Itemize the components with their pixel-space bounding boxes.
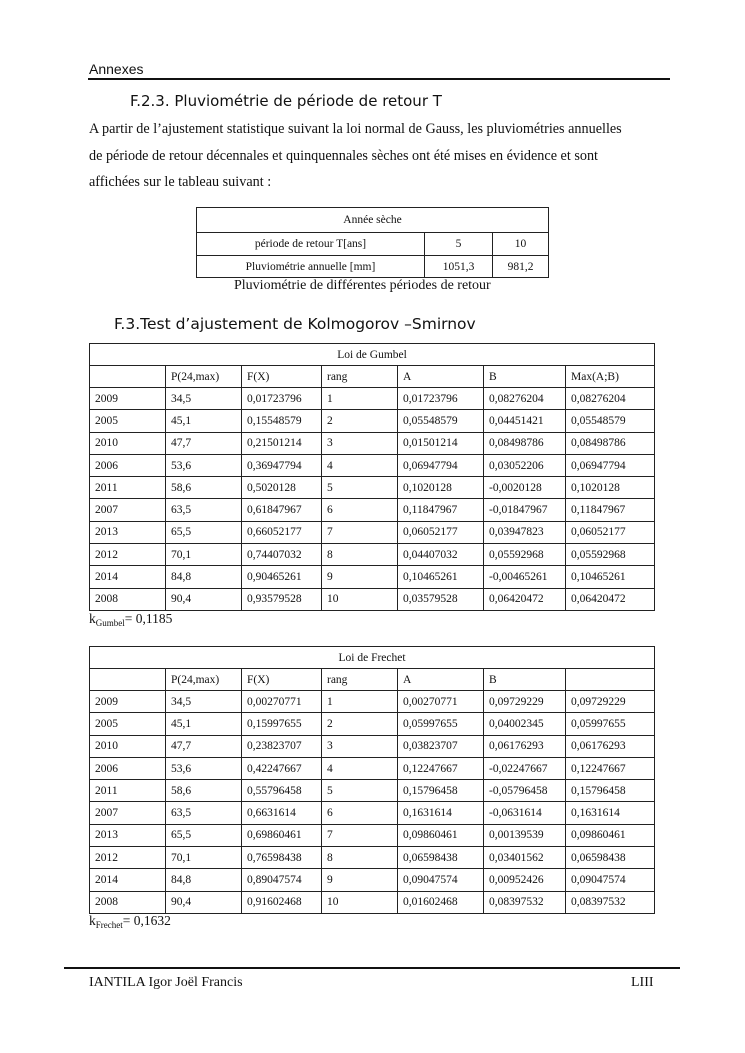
table-cell: 0,09047574: [566, 869, 655, 891]
table-cell: 0,90465261: [242, 566, 322, 588]
table-cell: 0,10465261: [566, 566, 655, 588]
table-cell: 0,1631614: [566, 802, 655, 824]
table-cell: 0,09860461: [566, 824, 655, 846]
table-row: [90, 691, 655, 713]
table-cell: 0,09729229: [566, 691, 655, 713]
table-cell: 0,08397532: [484, 891, 566, 913]
table-row: [90, 847, 655, 869]
table-cell: 4: [322, 454, 398, 476]
table-cell: 0,55796458: [242, 780, 322, 802]
table-cell: 84,8: [166, 566, 242, 588]
k-symbol: k: [89, 913, 96, 928]
table-cell: 0,03579528: [398, 588, 484, 610]
table-cell: 53,6: [166, 757, 242, 779]
table-cell: 7: [322, 521, 398, 543]
table-cell: 1: [322, 388, 398, 410]
table-cell: 10: [493, 233, 549, 256]
table-cell: 0,61847967: [242, 499, 322, 521]
table-row: [90, 869, 655, 891]
table-row: [90, 388, 655, 410]
table-cell: 2008: [90, 891, 166, 913]
table-cell: 0,09047574: [398, 869, 484, 891]
table-cell: 0,06176293: [484, 735, 566, 757]
table-cell: 0,06052177: [398, 521, 484, 543]
table-cell: 2005: [90, 410, 166, 432]
table-cell: 0,01723796: [398, 388, 484, 410]
table-cell: 0,03823707: [398, 735, 484, 757]
header-cell: rang: [322, 669, 398, 691]
table-cell: 47,7: [166, 735, 242, 757]
header-cell: A: [398, 366, 484, 388]
table-cell: 2007: [90, 499, 166, 521]
table-title: Année sèche: [197, 208, 549, 233]
table-cell: 2006: [90, 454, 166, 476]
table-cell: 0,36947794: [242, 454, 322, 476]
table-cell: 0,15548579: [242, 410, 322, 432]
header-cell: [566, 669, 655, 691]
table-row: [90, 410, 655, 432]
gumbel-title: Loi de Gumbel: [90, 344, 655, 366]
table-cell: Pluviométrie annuelle [mm]: [197, 256, 425, 278]
table-cell: 0,06598438: [566, 847, 655, 869]
k-value: = 0,1185: [124, 611, 173, 626]
table-cell: 0,15796458: [566, 780, 655, 802]
header-cell: Max(A;B): [566, 366, 655, 388]
table-cell: 65,5: [166, 824, 242, 846]
table-cell: 2: [322, 713, 398, 735]
table-cell: 0,12247667: [566, 757, 655, 779]
table-row: [90, 432, 655, 454]
table-cell: 0,04451421: [484, 410, 566, 432]
table-cell: 0,6631614: [242, 802, 322, 824]
table-cell: 2013: [90, 824, 166, 846]
table-cell: 0,05548579: [398, 410, 484, 432]
table-cell: 0,11847967: [398, 499, 484, 521]
table-row: [90, 735, 655, 757]
table-cell: 0,11847967: [566, 499, 655, 521]
header-cell: [90, 366, 166, 388]
table-cell: 5: [322, 477, 398, 499]
table-cell: 1: [322, 691, 398, 713]
table-cell: 8: [322, 544, 398, 566]
table-cell: 0,00952426: [484, 869, 566, 891]
table-cell: 0,06947794: [566, 454, 655, 476]
table-cell: 6: [322, 802, 398, 824]
paragraph-line: A partir de l’ajustement statistique suivant la loi normal de Gauss, les pluviométries annuelles: [89, 121, 622, 137]
table-row: [90, 454, 655, 476]
footer-author: IANTILA Igor Joël Francis: [89, 975, 243, 990]
table-cell: 0,03401562: [484, 847, 566, 869]
table-cell: 0,1020128: [398, 477, 484, 499]
table-cell: 2005: [90, 713, 166, 735]
table-cell: 63,5: [166, 802, 242, 824]
header-cell: F(X): [242, 366, 322, 388]
table-cell: 45,1: [166, 713, 242, 735]
table-cell: 0,05592968: [566, 544, 655, 566]
table-cell: 0,09729229: [484, 691, 566, 713]
table-cell: 0,06052177: [566, 521, 655, 543]
table-row: [90, 544, 655, 566]
table-cell: 0,76598438: [242, 847, 322, 869]
table-cell: 0,89047574: [242, 869, 322, 891]
table-cell: -0,05796458: [484, 780, 566, 802]
table-cell: 2009: [90, 388, 166, 410]
footer-rule: [64, 967, 680, 969]
k-subscript: Gumbel: [95, 618, 125, 628]
header-cell: A: [398, 669, 484, 691]
table-cell: 0,04002345: [484, 713, 566, 735]
table-cell: 0,03947823: [484, 521, 566, 543]
table-cell: 70,1: [166, 544, 242, 566]
table-cell: 10: [322, 891, 398, 913]
table-cell: 0,05592968: [484, 544, 566, 566]
table-cell: 0,69860461: [242, 824, 322, 846]
table-cell: 84,8: [166, 869, 242, 891]
table-cell: 90,4: [166, 891, 242, 913]
gumbel-table: [89, 343, 655, 611]
table-cell: 7: [322, 824, 398, 846]
table-cell: 1051,3: [425, 256, 493, 278]
table-row: [90, 588, 655, 610]
table-cell: 3: [322, 735, 398, 757]
k-gumbel: [89, 611, 172, 628]
table-cell: 0,15796458: [398, 780, 484, 802]
k-frechet: [89, 913, 171, 930]
table-cell: 0,06947794: [398, 454, 484, 476]
table-cell: 2011: [90, 780, 166, 802]
table-row: [90, 780, 655, 802]
table-cell: 0,91602468: [242, 891, 322, 913]
table-cell: 0,05997655: [398, 713, 484, 735]
table-cell: 0,1631614: [398, 802, 484, 824]
table-cell: 2014: [90, 566, 166, 588]
table-cell: 0,08276204: [484, 388, 566, 410]
paragraph-line: affichées sur le tableau suivant :: [89, 174, 272, 190]
header-cell: B: [484, 366, 566, 388]
table-cell: 2: [322, 410, 398, 432]
table-cell: 90,4: [166, 588, 242, 610]
section-title-pluviometrie: F.2.3. Pluviométrie de période de retour T: [130, 92, 442, 110]
table-cell: 0,08276204: [566, 388, 655, 410]
table-cell: 6: [322, 499, 398, 521]
table-cell: 0,05548579: [566, 410, 655, 432]
table-cell: 0,09860461: [398, 824, 484, 846]
table-row: [90, 566, 655, 588]
table-cell: 0,01501214: [398, 432, 484, 454]
table-cell: 0,06420472: [484, 588, 566, 610]
table-cell: 0,93579528: [242, 588, 322, 610]
table-cell: 10: [322, 588, 398, 610]
return-period-table: [196, 207, 549, 278]
table-cell: 0,06176293: [566, 735, 655, 757]
table-cell: 0,21501214: [242, 432, 322, 454]
table-cell: 70,1: [166, 847, 242, 869]
table-cell: 8: [322, 847, 398, 869]
table-cell: 2013: [90, 521, 166, 543]
header-cell: [90, 669, 166, 691]
table-cell: 0,1020128: [566, 477, 655, 499]
table-cell: 0,01602468: [398, 891, 484, 913]
table-cell: -0,0631614: [484, 802, 566, 824]
table-cell: 2010: [90, 735, 166, 757]
table-row: [90, 891, 655, 913]
table-cell: 5: [322, 780, 398, 802]
table-cell: 0,00139539: [484, 824, 566, 846]
table-cell: 0,01723796: [242, 388, 322, 410]
table-cell: -0,00465261: [484, 566, 566, 588]
table-cell: 65,5: [166, 521, 242, 543]
table-cell: 0,42247667: [242, 757, 322, 779]
header-cell: F(X): [242, 669, 322, 691]
intro-paragraph: [89, 116, 669, 196]
table-cell: 53,6: [166, 454, 242, 476]
k-subscript: Frechet: [95, 920, 123, 930]
table-cell: 0,04407032: [398, 544, 484, 566]
table-cell: 2007: [90, 802, 166, 824]
table-cell: 0,08397532: [566, 891, 655, 913]
table-cell: 0,23823707: [242, 735, 322, 757]
table-cell: 0,05997655: [566, 713, 655, 735]
table-cell: 0,00270771: [242, 691, 322, 713]
table-row: [90, 713, 655, 735]
table-cell: période de retour T[ans]: [197, 233, 425, 256]
table-cell: 2006: [90, 757, 166, 779]
k-symbol: k: [89, 611, 96, 626]
table-cell: -0,01847967: [484, 499, 566, 521]
table-cell: 2012: [90, 847, 166, 869]
table-cell: 2009: [90, 691, 166, 713]
frechet-title: Loi de Frechet: [90, 647, 655, 669]
table-cell: 0,10465261: [398, 566, 484, 588]
running-header: Annexes: [89, 61, 144, 77]
table-cell: 0,06598438: [398, 847, 484, 869]
table-cell: 3: [322, 432, 398, 454]
table-cell: 2012: [90, 544, 166, 566]
table-cell: 0,12247667: [398, 757, 484, 779]
table-cell: 47,7: [166, 432, 242, 454]
section-title-kolmogorov: F.3.Test d’ajustement de Kolmogorov –Smirnov: [114, 315, 476, 333]
table-cell: 0,08498786: [566, 432, 655, 454]
table-cell: 58,6: [166, 780, 242, 802]
table-row: [90, 802, 655, 824]
table-cell: -0,02247667: [484, 757, 566, 779]
page-number: LIII: [631, 975, 654, 990]
header-cell: B: [484, 669, 566, 691]
paragraph-line: de période de retour décennales et quinquennales sèches ont été mises en évidence et sont: [89, 147, 598, 164]
header-rule: [88, 78, 670, 80]
table-cell: 2011: [90, 477, 166, 499]
table-row: [90, 477, 655, 499]
table-cell: 0,15997655: [242, 713, 322, 735]
table-cell: 34,5: [166, 388, 242, 410]
table-row: [90, 824, 655, 846]
table-cell: 0,66052177: [242, 521, 322, 543]
table-cell: 34,5: [166, 691, 242, 713]
table-row: [90, 757, 655, 779]
table-cell: 4: [322, 757, 398, 779]
header-cell: rang: [322, 366, 398, 388]
table-cell: 9: [322, 566, 398, 588]
header-cell: P(24,max): [166, 366, 242, 388]
table-cell: 9: [322, 869, 398, 891]
table-cell: 63,5: [166, 499, 242, 521]
table-cell: 0,08498786: [484, 432, 566, 454]
table-caption: Pluviométrie de différentes périodes de retour: [234, 278, 491, 293]
table-cell: 2010: [90, 432, 166, 454]
table-cell: 58,6: [166, 477, 242, 499]
table-cell: 2008: [90, 588, 166, 610]
table-cell: 0,5020128: [242, 477, 322, 499]
table-row: [90, 521, 655, 543]
k-value: = 0,1632: [122, 913, 171, 928]
table-row: [90, 499, 655, 521]
table-cell: -0,0020128: [484, 477, 566, 499]
table-cell: 2014: [90, 869, 166, 891]
frechet-table: [89, 646, 655, 914]
table-cell: 45,1: [166, 410, 242, 432]
header-cell: P(24,max): [166, 669, 242, 691]
table-cell: 0,03052206: [484, 454, 566, 476]
table-cell: 0,06420472: [566, 588, 655, 610]
table-cell: 0,00270771: [398, 691, 484, 713]
table-cell: 5: [425, 233, 493, 256]
table-cell: 981,2: [493, 256, 549, 278]
table-cell: 0,74407032: [242, 544, 322, 566]
